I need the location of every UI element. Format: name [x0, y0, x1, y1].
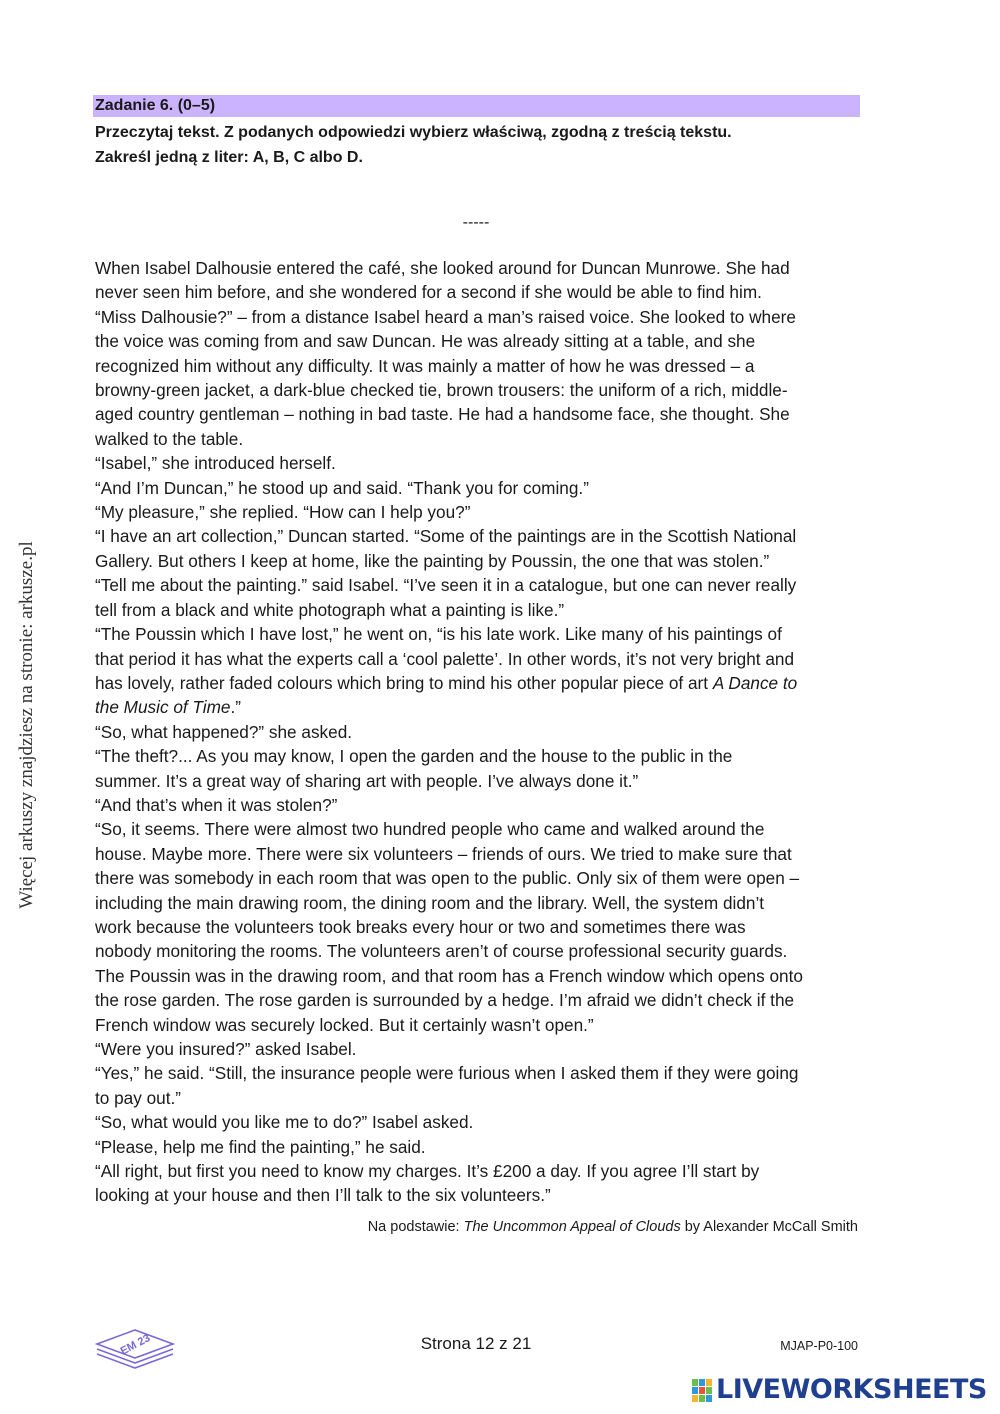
story-line: “The Poussin which I have lost,” he went on, “is his late work. Like many of his paintings of — [95, 624, 782, 645]
story-line: “The theft?... As you may know, I open the garden and the house to the public in the — [95, 746, 733, 767]
liveworksheets-logo-icon — [692, 1379, 712, 1402]
source-prefix: Na podstawie: — [367, 1219, 464, 1235]
story-line: summer. It’s a great way of sharing art with people. I’ve always done it.” — [95, 770, 639, 791]
story-line: “Tell me about the painting.” said Isabel. “I’ve seen it in a catalogue, but one can never really — [95, 575, 797, 596]
side-watermark: Więcej arkuszy znajdziesz na stronie: arkusze.pl — [16, 541, 37, 909]
story-text-segment: .” — [230, 697, 241, 718]
instruction-line: Przeczytaj tekst. Z podanych odpowiedzi wybierz właściwą, zgodną z treścią tekstu. — [95, 124, 732, 141]
story-line: “Please, help me find the painting,” he said. — [95, 1136, 426, 1157]
story-text-segment: has lovely, rather faded colours which bring to mind his other popular piece of art — [95, 672, 713, 693]
liveworksheets-wordmark: LIVEWORKSHEETS — [716, 1374, 987, 1405]
source-book-title: The Uncommon Appeal of Clouds — [463, 1219, 681, 1235]
source-author: by Alexander McCall Smith — [680, 1219, 858, 1235]
story-line: never seen him before, and she wondered for a second if she would be able to find him. — [95, 282, 762, 303]
story-line: including the main drawing room, the dining room and the library. Well, the system didn’t — [95, 892, 765, 913]
story-line — [95, 695, 865, 719]
story-line: French window was securely locked. But it certainly wasn’t open.” — [95, 1014, 594, 1035]
story-line: aged country gentleman – nothing in bad taste. He had a handsome face, she thought. She — [95, 404, 790, 425]
story-line: “And I’m Duncan,” he stood up and said. “Thank you for coming.” — [95, 477, 589, 498]
exam-logo-text: EM 23 — [118, 1332, 153, 1358]
painting-title-italic: A Dance to — [712, 672, 798, 693]
page-number: Strona 12 z 21 — [420, 1334, 532, 1353]
story-line: that period it has what the experts call a ‘cool palette’. In other words, it’s not very bright and — [95, 648, 795, 669]
story-line: the rose garden. The rose garden is surrounded by a hedge. I’m afraid we didn’t check if the — [95, 990, 795, 1011]
story-line — [95, 671, 865, 695]
story-line: walked to the table. — [95, 428, 244, 449]
story-line: Gallery. But others I keep at home, like the painting by Poussin, the one that was stolen.” — [95, 550, 770, 571]
story-line: “I have an art collection,” Duncan started. “Some of the paintings are in the Scottish National — [95, 526, 797, 547]
story-line: “So, what happened?” she asked. — [95, 721, 353, 742]
source-citation — [300, 1217, 858, 1237]
story-line: nobody monitoring the rooms. The volunteers aren’t of course professional security guards. — [95, 941, 788, 962]
task-instruction — [95, 120, 875, 170]
story-line: The Poussin was in the drawing room, and that room has a French window which opens onto — [95, 965, 803, 986]
exam-logo-icon — [93, 1316, 177, 1372]
story-line: looking at your house and then I’ll talk to the six volunteers.” — [95, 1185, 551, 1206]
story-line: “My pleasure,” she replied. “How can I help you?” — [95, 502, 471, 523]
story-text — [95, 256, 865, 1208]
story-line: “So, what would you like me to do?” Isabel asked. — [95, 1112, 474, 1133]
liveworksheets-brand — [692, 1374, 987, 1406]
story-line: there was somebody in each room that was open to the public. Only six of them were open – — [95, 868, 800, 889]
section-divider: ----- — [462, 214, 490, 231]
story-line: “Miss Dalhousie?” – from a distance Isabel heard a man’s raised voice. She looked to where — [95, 306, 796, 327]
story-line: “All right, but first you need to know my charges. It’s £200 a day. If you agree I’ll start by — [95, 1161, 760, 1182]
story-line: When Isabel Dalhousie entered the café, she looked around for Duncan Munrowe. She had — [95, 258, 790, 278]
story-line: house. Maybe more. There were six volunteers – friends of ours. We tried to make sure that — [95, 843, 792, 864]
instruction-line: Zakreśl jedną z liter: A, B, C albo D. — [95, 149, 363, 166]
painting-title-italic: the Music of Time — [95, 697, 231, 718]
story-line: the voice was coming from and saw Duncan. He was already sitting at a table, and she — [95, 331, 756, 352]
story-line: tell from a black and white photograph what a painting is like.” — [95, 599, 565, 620]
story-line: recognized him without any difficulty. It was mainly a matter of how he was dressed – a — [95, 355, 755, 376]
story-line: browny-green jacket, a dark-blue checked tie, brown trousers: the uniform of a rich, middle- — [95, 380, 788, 401]
story-line: “Isabel,” she introduced herself. — [95, 453, 336, 474]
story-line: to pay out.” — [95, 1087, 181, 1108]
task-title: Zadanie 6. (0–5) — [95, 97, 216, 114]
story-line: “So, it seems. There were almost two hundred people who came and walked around the — [95, 819, 765, 840]
story-line: work because the volunteers took breaks every hour or two and sometimes there was — [95, 916, 746, 937]
document-code: MJAP-P0-100 — [780, 1339, 858, 1353]
story-line: “And that’s when it was stolen?” — [95, 794, 338, 815]
story-line: “Yes,” he said. “Still, the insurance people were furious when I asked them if they were going — [95, 1063, 799, 1084]
story-line: “Were you insured?” asked Isabel. — [95, 1039, 357, 1059]
